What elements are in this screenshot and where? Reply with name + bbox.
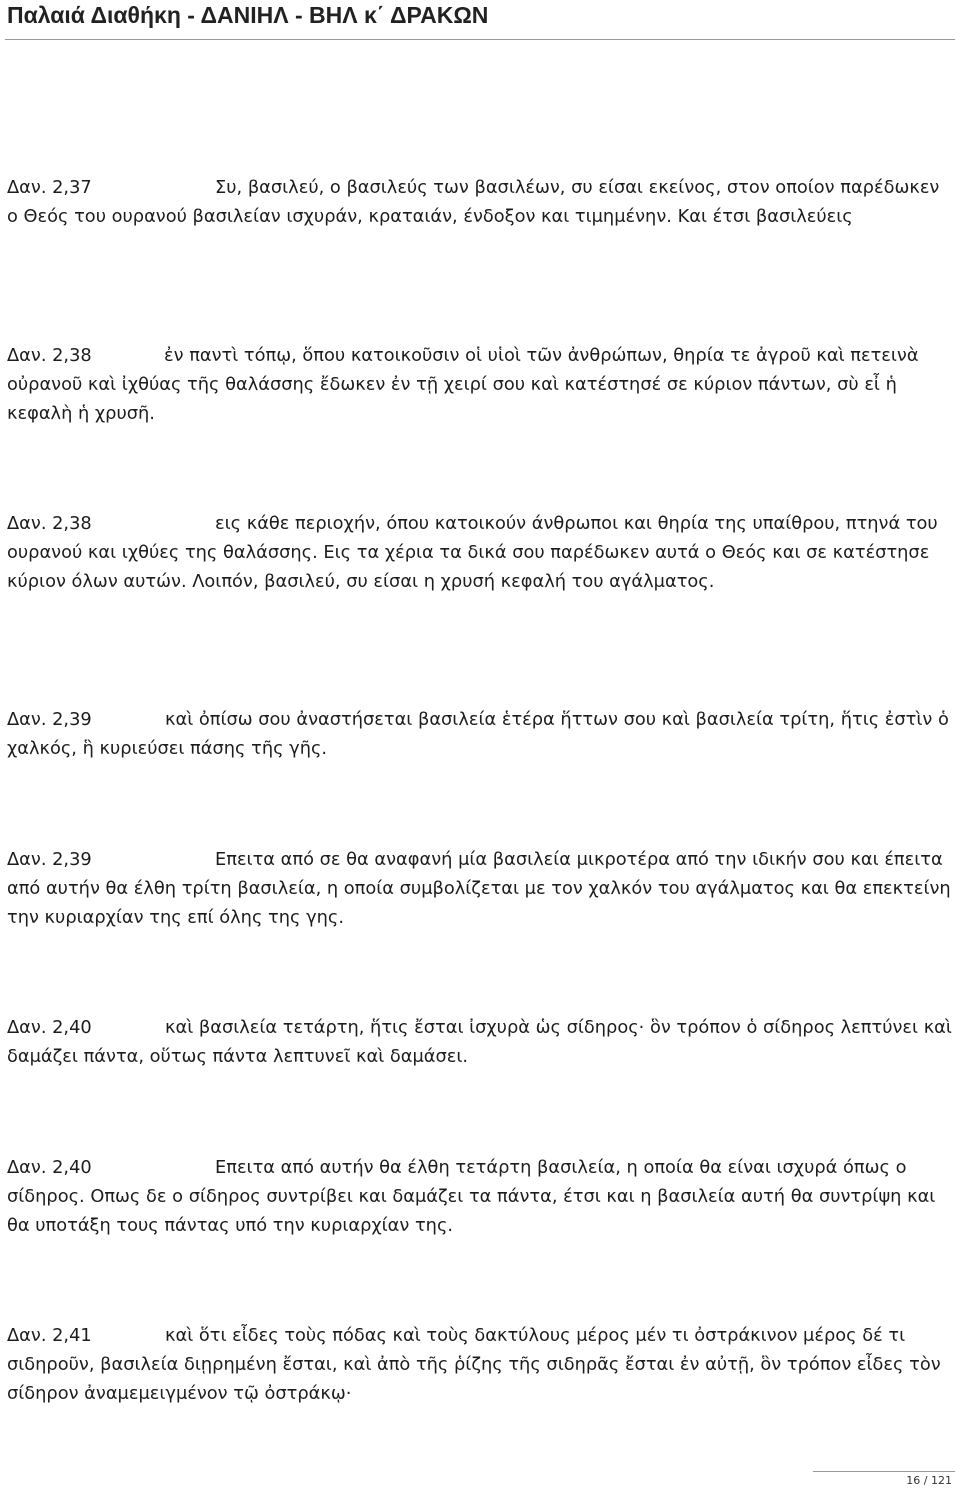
verse-block: [7, 509, 955, 596]
verse-text: καὶ ὀπίσω σου ἀναστήσεται βασιλεία ἑτέρα ἥττων σου καὶ βασιλεία τρίτη, ἥτις ἐστὶν ὁ χαλκός, ἣ κυριεύσει πάσης τῆς γῆς.: [7, 709, 949, 759]
verse-block: [7, 1013, 955, 1071]
verse-block: [7, 705, 955, 763]
verse-block: [7, 845, 955, 932]
verse-reference: Δαν. 2,38: [7, 513, 92, 534]
verse-text: καὶ βασιλεία τετάρτη, ἥτις ἔσται ἰσχυρὰ ὡς σίδηρος· ὃν τρόπον ὁ σίδηρος λεπτύνει καὶ δαμάζει πάντα, οὕτως πάντα λεπτυνεῖ καὶ δαμάσει.: [7, 1017, 952, 1067]
header-divider: [5, 39, 955, 40]
page-title: Παλαιά Διαθήκη - ΔΑΝΙΗΛ - ΒΗΛ κ΄ ΔΡΑΚΩΝ: [7, 2, 489, 28]
verse-text: Συ, βασιλεύ, ο βασιλεύς των βασιλέων, συ είσαι εκείνος, στον οποίον παρέδωκεν ο Θεός του ουρανού βασιλείαν ισχυράν, κραταιάν, ένδοξον και τιμημένην. Και έτσι βασιλεύεις: [7, 177, 940, 227]
verse-text: Επειτα από αυτήν θα έλθη τετάρτη βασιλεία, η οποία θα είναι ισχυρά όπως ο σίδηρος. Οπως δε ο σίδηρος συντρίβει και δαμάζει τα πάντα, έτσι και η βασιλεία αυτή θα συντρίψη και θα υποτάξη τους πάντας υπό την κυριαρχίαν της.: [7, 1157, 936, 1236]
verse-text: εις κάθε περιοχήν, όπου κατοικούν άνθρωποι και θηρία της υπαίθρου, πτηνά του ουρανού και ιχθύες της θαλάσσης. Εις τα χέρια τα δικά σου παρέδωκεν αυτά ο Θεός και σε κατέστησε κύριον όλων αυτών. Λοιπόν, βασιλεύ, συ είσαι η χρυσή κεφαλή του αγάλματος.: [7, 513, 938, 592]
verse-block: [7, 173, 955, 231]
verse-block: [7, 341, 955, 428]
verse-text: καὶ ὅτι εἶδες τοὺς πόδας καὶ τοὺς δακτύλους μέρος μέν τι ὀστράκινον μέρος δέ τι σιδηροῦν, βασιλεία διῃρημένη ἔσται, καὶ ἀπὸ τῆς ῥίζης τῆς σιδηρᾶς ἔσται ἐν αὐτῇ, ὃν τρόπον εἶδες τὸν σίδηρον ἀναμεμειγμένον τῷ ὀστράκῳ·: [7, 1325, 941, 1404]
verse-reference: Δαν. 2,40: [7, 1157, 92, 1178]
page-number: 16 / 121: [906, 1474, 952, 1487]
verse-block: [7, 1153, 955, 1240]
verse-text: ἐν παντὶ τόπῳ, ὅπου κατοικοῦσιν οἱ υἱοὶ τῶν ἀνθρώπων, θηρία τε ἀγροῦ καὶ πετεινὰ οὐρανοῦ καὶ ἰχθύας τῆς θαλάσσης ἔδωκεν ἐν τῇ χειρί σου καὶ κατέστησέ σε κύριον πάντων, σὺ εἶ ἡ κεφαλὴ ἡ χρυσῆ.: [7, 345, 919, 424]
verse-reference: Δαν. 2,39: [7, 709, 92, 730]
verse-text: Επειτα από σε θα αναφανή μία βασιλεία μικροτέρα από την ιδικήν σου και έπειτα από αυτήν θα έλθη τρίτη βασιλεία, η οποία συμβολίζεται με τον χαλκόν του αγάλματος και θα επεκτείνη την κυριαρχίαν της επί όλης της γης.: [7, 849, 951, 928]
verse-reference: Δαν. 2,39: [7, 849, 92, 870]
footer-divider: [813, 1471, 955, 1472]
verse-reference: Δαν. 2,40: [7, 1017, 92, 1038]
verse-reference: Δαν. 2,38: [7, 345, 92, 366]
verse-reference: Δαν. 2,41: [7, 1325, 92, 1346]
verse-reference: Δαν. 2,37: [7, 177, 92, 198]
verse-block: [7, 1321, 955, 1408]
